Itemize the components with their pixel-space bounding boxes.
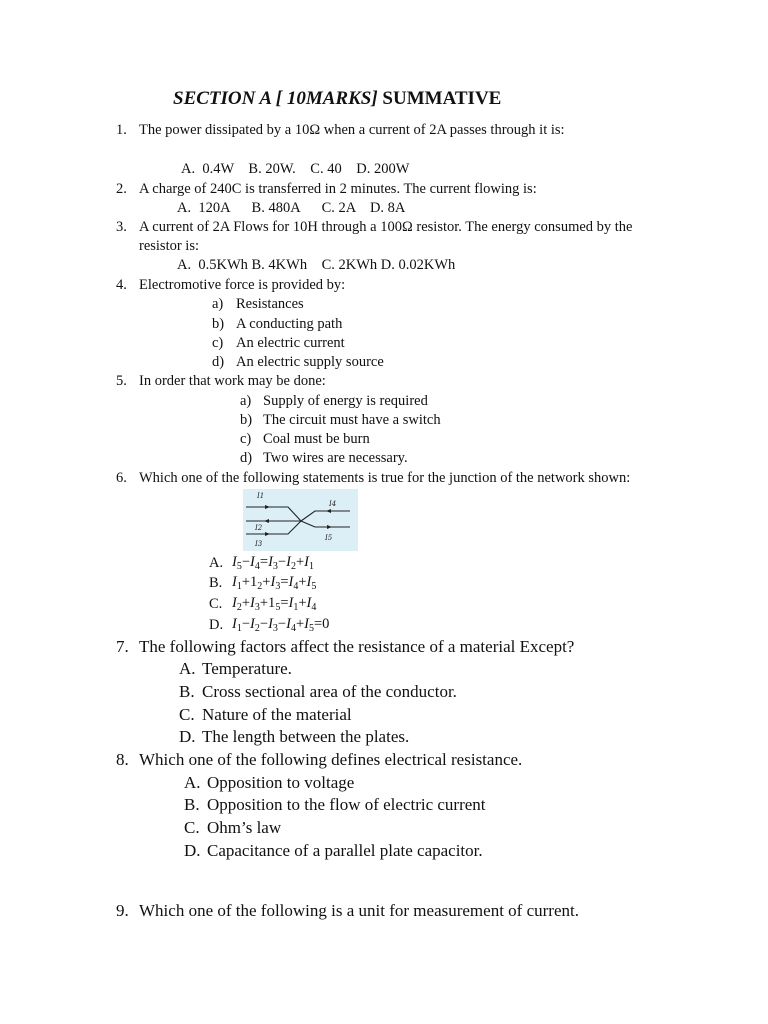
arrow-i1: [265, 505, 270, 509]
option-text: Opposition to voltage: [207, 773, 355, 792]
option-text: Coal must be burn: [263, 431, 370, 447]
option-letter: d): [212, 354, 225, 370]
question-3-text-continued: resistor is:: [139, 238, 200, 254]
option-letter: C.: [179, 705, 195, 724]
option-letter: b): [240, 412, 253, 428]
section-type: SUMMATIVE: [382, 88, 502, 109]
label-i1: I1: [257, 492, 265, 500]
arrow-i3: [265, 532, 270, 536]
option-equation-a: $I_5-I_4=I_3-I_2+I_1$: [232, 554, 314, 572]
question-5-text: In order that work may be done:: [139, 373, 326, 389]
junction-diagram: [243, 489, 358, 551]
question-2-number: 2.: [116, 181, 127, 197]
option-text: Nature of the material: [202, 705, 352, 724]
option-text: Ohm’s law: [207, 818, 282, 837]
question-1-text: The power dissipated by a 10Ω when a current of 2A passes through it is:: [139, 122, 565, 138]
option-letter: c): [240, 431, 252, 447]
label-i2: I2: [255, 524, 263, 532]
option-text: The circuit must have a switch: [263, 412, 441, 428]
option-letter: b): [212, 316, 225, 332]
question-9-text: Which one of the following is a unit for measurement of current.: [139, 901, 579, 920]
label-i5: I5: [325, 534, 333, 542]
option-letter: D.: [209, 617, 224, 633]
question-2-options: A. 120A B. 480A C. 2A D. 8A: [177, 200, 406, 216]
option-text: An electric supply source: [236, 354, 384, 370]
question-5-number: 5.: [116, 373, 127, 389]
option-letter: B.: [179, 682, 195, 701]
question-8-number: 8.: [116, 750, 129, 769]
label-i4: I4: [329, 500, 337, 508]
option-text: Supply of energy is required: [263, 393, 428, 409]
option-text: Two wires are necessary.: [263, 450, 408, 466]
wire-i1: [246, 507, 301, 521]
option-text: A conducting path: [236, 316, 343, 332]
option-letter: A.: [184, 773, 201, 792]
option-text: Temperature.: [202, 659, 292, 678]
section-label: SECTION A [ 10MARKS]: [173, 88, 378, 109]
option-letter: A.: [209, 555, 224, 571]
question-4-text: Electromotive force is provided by:: [139, 277, 346, 293]
option-text: Resistances: [236, 296, 304, 312]
option-text: The length between the plates.: [202, 727, 410, 746]
option-letter: D.: [179, 727, 196, 746]
question-4-number: 4.: [116, 277, 127, 293]
wire-i5: [301, 521, 350, 527]
option-letter: A.: [179, 659, 196, 678]
question-6-text: Which one of the following statements is true for the junction of the network shown:: [139, 470, 631, 486]
option-letter: C.: [184, 818, 200, 837]
junction-network-figure: [243, 489, 358, 551]
option-letter: D.: [184, 841, 201, 860]
option-equation-b: $I_1+1_2+I_3=I_4+I_5$: [232, 574, 317, 592]
option-text: Capacitance of a parallel plate capacitor.: [207, 841, 483, 860]
option-letter: B.: [184, 795, 200, 814]
option-letter: C.: [209, 596, 223, 612]
option-letter: a): [240, 393, 252, 409]
question-3-options: A. 0.5KWh B. 4KWh C. 2KWh D. 0.02KWh: [177, 257, 456, 273]
option-letter: a): [212, 296, 224, 312]
question-1-options: A. 0.4W B. 20W. C. 40 D. 200W: [181, 161, 410, 177]
question-3-number: 3.: [116, 219, 127, 235]
option-letter: d): [240, 450, 253, 466]
question-8-text: Which one of the following defines electrical resistance.: [139, 750, 523, 769]
arrow-i5: [327, 525, 332, 529]
option-letter: B.: [209, 575, 223, 591]
arrow-i4: [326, 509, 331, 513]
question-3-text: A current of 2A Flows for 10H through a 100Ω resistor. The energy consumed by the: [139, 219, 633, 235]
option-equation-d: $I_1-I_2-I_3-I_4+I_5=0$: [232, 616, 330, 634]
question-2-text: A charge of 240C is transferred in 2 minutes. The current flowing is:: [139, 181, 537, 197]
question-6-number: 6.: [116, 470, 127, 486]
arrow-i2: [264, 519, 269, 523]
question-9-number: 9.: [116, 901, 129, 920]
option-text: Cross sectional area of the conductor.: [202, 682, 457, 701]
option-letter: c): [212, 335, 224, 351]
option-text: Opposition to the flow of electric current: [207, 795, 486, 814]
section-title: [173, 88, 501, 110]
question-7-text: The following factors affect the resistance of a material Except?: [139, 637, 575, 656]
option-text: An electric current: [236, 335, 345, 351]
wire-i4: [301, 511, 350, 521]
question-7-number: 7.: [116, 637, 129, 656]
label-i3: I3: [255, 540, 263, 548]
question-1-number: 1.: [116, 122, 127, 138]
option-equation-c: $I_2+I_3+1_5=I_1+I_4$: [232, 595, 317, 613]
